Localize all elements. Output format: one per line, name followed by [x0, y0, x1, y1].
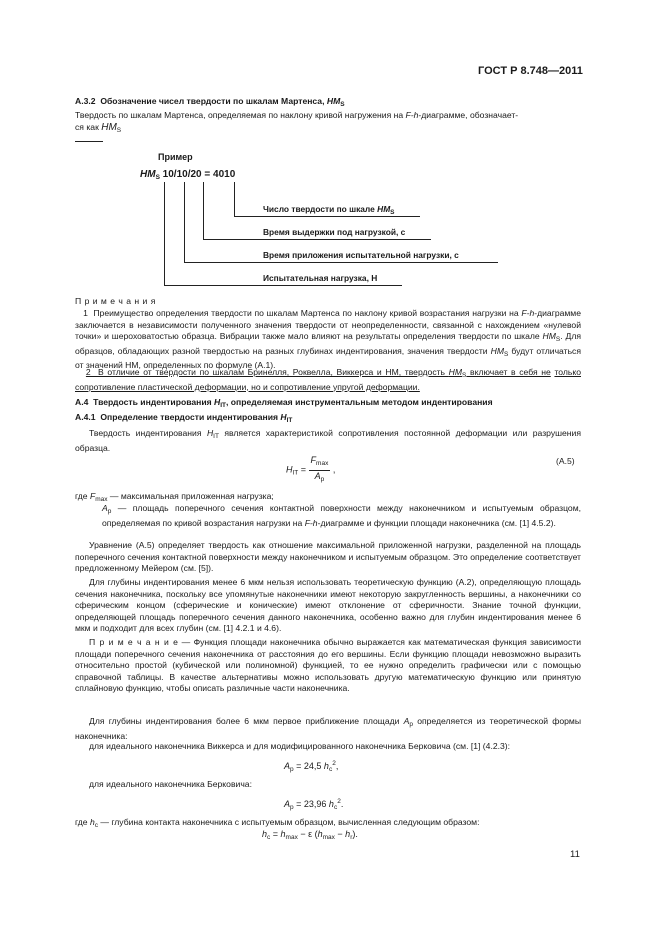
paragraph-berkovich: для идеального наконечника Берковича: — [89, 779, 252, 789]
note-2: 2 В отличие от твердости по шкалам Бринелля, Роквелла, Виккерса и НМ, твердость $HM_S$ включает в себя не только сопротивление пластической деформации, но и сопротивление упругой деформации. — [75, 367, 581, 392]
section-a41-text: Твердость индентирования $H_{IT}$ является характеристикой сопротивления постоянной деформации или разрушения образца. — [75, 428, 581, 453]
formula-berkovich-area: $A_p = 23,96$ $h_c^2$. — [284, 798, 344, 811]
section-a41-title: А.4.1 Определение твердости индентирования $H_{IT}$ — [75, 412, 293, 424]
page-number: 11 — [570, 849, 580, 860]
section-a32-title: А.3.2 Обозначение чисел твердости по шкалам Мартенса, $HM_S$ — [75, 96, 345, 108]
leader-1-v — [234, 182, 235, 216]
section-a32-text: Твердость по шкалам Мартенса, определяемая по наклону кривой нагружения на F-h-диаграмме, обозначает- ся как $HM_S$ — [75, 110, 519, 134]
formula-vickers-area: $A_p = 24,5$ $h_c^2$, — [284, 760, 339, 773]
note-1: 1 Преимущество определения твердости по шкалам Мартенса по наклону кривой возрастания нагрузки на F-h-диаграмме заключается в независимости полученного значения твердости от неопределенности, связанной с нахождением «нулевой точки» и шероховатостью образца. Вибрации также мало влияют на результаты определения твердости по шкале $HM_S$. Для образцов, обладающих разной твердостью на разных глубинах индентирования, значения твердости $HM_S$ будут отличаться от значений НМ, определенных по формуле (А.1). — [75, 308, 582, 370]
formula-hc: $h_c = h_{max} - \varepsilon$ $(h_{max} - h_r)$. — [262, 829, 358, 841]
example-label-apply: Время приложения испытательной нагрузки, с — [263, 250, 459, 260]
underline-hms — [75, 141, 103, 142]
example-title: Пример — [158, 152, 193, 162]
example-label-hardness: Число твердости по шкале $HM_S$ — [263, 204, 395, 216]
example-formula: $HM_S$ 10/10/20 = 4010 — [140, 169, 236, 181]
example-label-hold: Время выдержки под нагрузкой, с — [263, 227, 406, 237]
paragraph-depth-more-6: Для глубины индентирования более 6 мкм первое приближение площади $A_p$ определяется из теоретической формы наконечника: — [75, 716, 581, 741]
where-ap: $A_p$ — площадь поперечного сечения контактной поверхности между наконечником и испытуемым образцом, определяемая по кривой возрастания нагрузки на F-h-диаграмме и функции площади наконечника (см. [1] 4.5.2). — [102, 503, 581, 528]
document-header: ГОСТ Р 8.748—2011 — [478, 65, 583, 77]
paragraph-meyer: Уравнение (А.5) определяет твердость как отношение максимальной приложенной нагрузки, разделенной на площадь поперечного сечения контактной поверхности между наконечником и испытуемым образцом. Это определение соответствует предложенному Мейером (см. [5]). — [75, 540, 581, 573]
note-area-function: П р и м е ч а н и е — Функция площади наконечника обычно выражается как математическая функция зависимости площади поперечного сечения наконечника от расстояния до его вершины. Если функцию площади невозможно выразить относительно простой (кубической или полиномной) функцией, то ее нужно определить графически или с помощью справочной таблицы. В качестве альтернативы можно использовать другую математическую функцию или принятую сплайновую функцию, чтобы описать различные части наконечника. — [75, 637, 581, 693]
leader-2-h — [203, 239, 431, 240]
equation-number-a5: (А.5) — [556, 456, 575, 466]
leader-4-h — [164, 285, 402, 286]
paragraph-depth-less-6: Для глубины индентирования менее 6 мкм нельзя использовать теоретическую функцию (А.2), определяющую площадь сечения наконечника, поскольку все упомянутые наконечники имеют некоторую закругленность вершины, а наконечники со сферическим концом (сферические и конические) имеют отклонение от сферичности. Знание точной функции, определяющей площадь поперечного сечения данного наконечника, особенно важно для глубин индентирования менее 6 мкм и подходит для всех глубин (см. [1] 4.2.1 и 4.6). — [75, 577, 581, 633]
leader-4-v — [164, 182, 165, 285]
leader-3-v — [184, 182, 185, 262]
section-a4-title: А.4 Твердость индентирования $H_{IT}$, определяемая инструментальным методом индентирования — [75, 397, 493, 409]
paragraph-vickers: для идеального наконечника Виккерса и для модифицированного наконечника Берковича (см. [1] (4.2.3): — [89, 741, 511, 751]
where-fmax: где $F_{max}$ — максимальная приложенная нагрузка; — [75, 491, 274, 503]
formula-a5: $H_{IT}$ = $\frac{F_{max}}{A_p}$ , — [286, 455, 336, 483]
notes-heading: П р и м е ч а н и я — [75, 296, 156, 306]
leader-2-v — [203, 182, 204, 239]
example-label-load: Испытательная нагрузка, Н — [263, 273, 378, 283]
where-hc: где $h_c$ — глубина контакта наконечника с испытуемым образцом, вычисленная следующим образом: — [75, 817, 480, 829]
leader-3-h — [184, 262, 498, 263]
